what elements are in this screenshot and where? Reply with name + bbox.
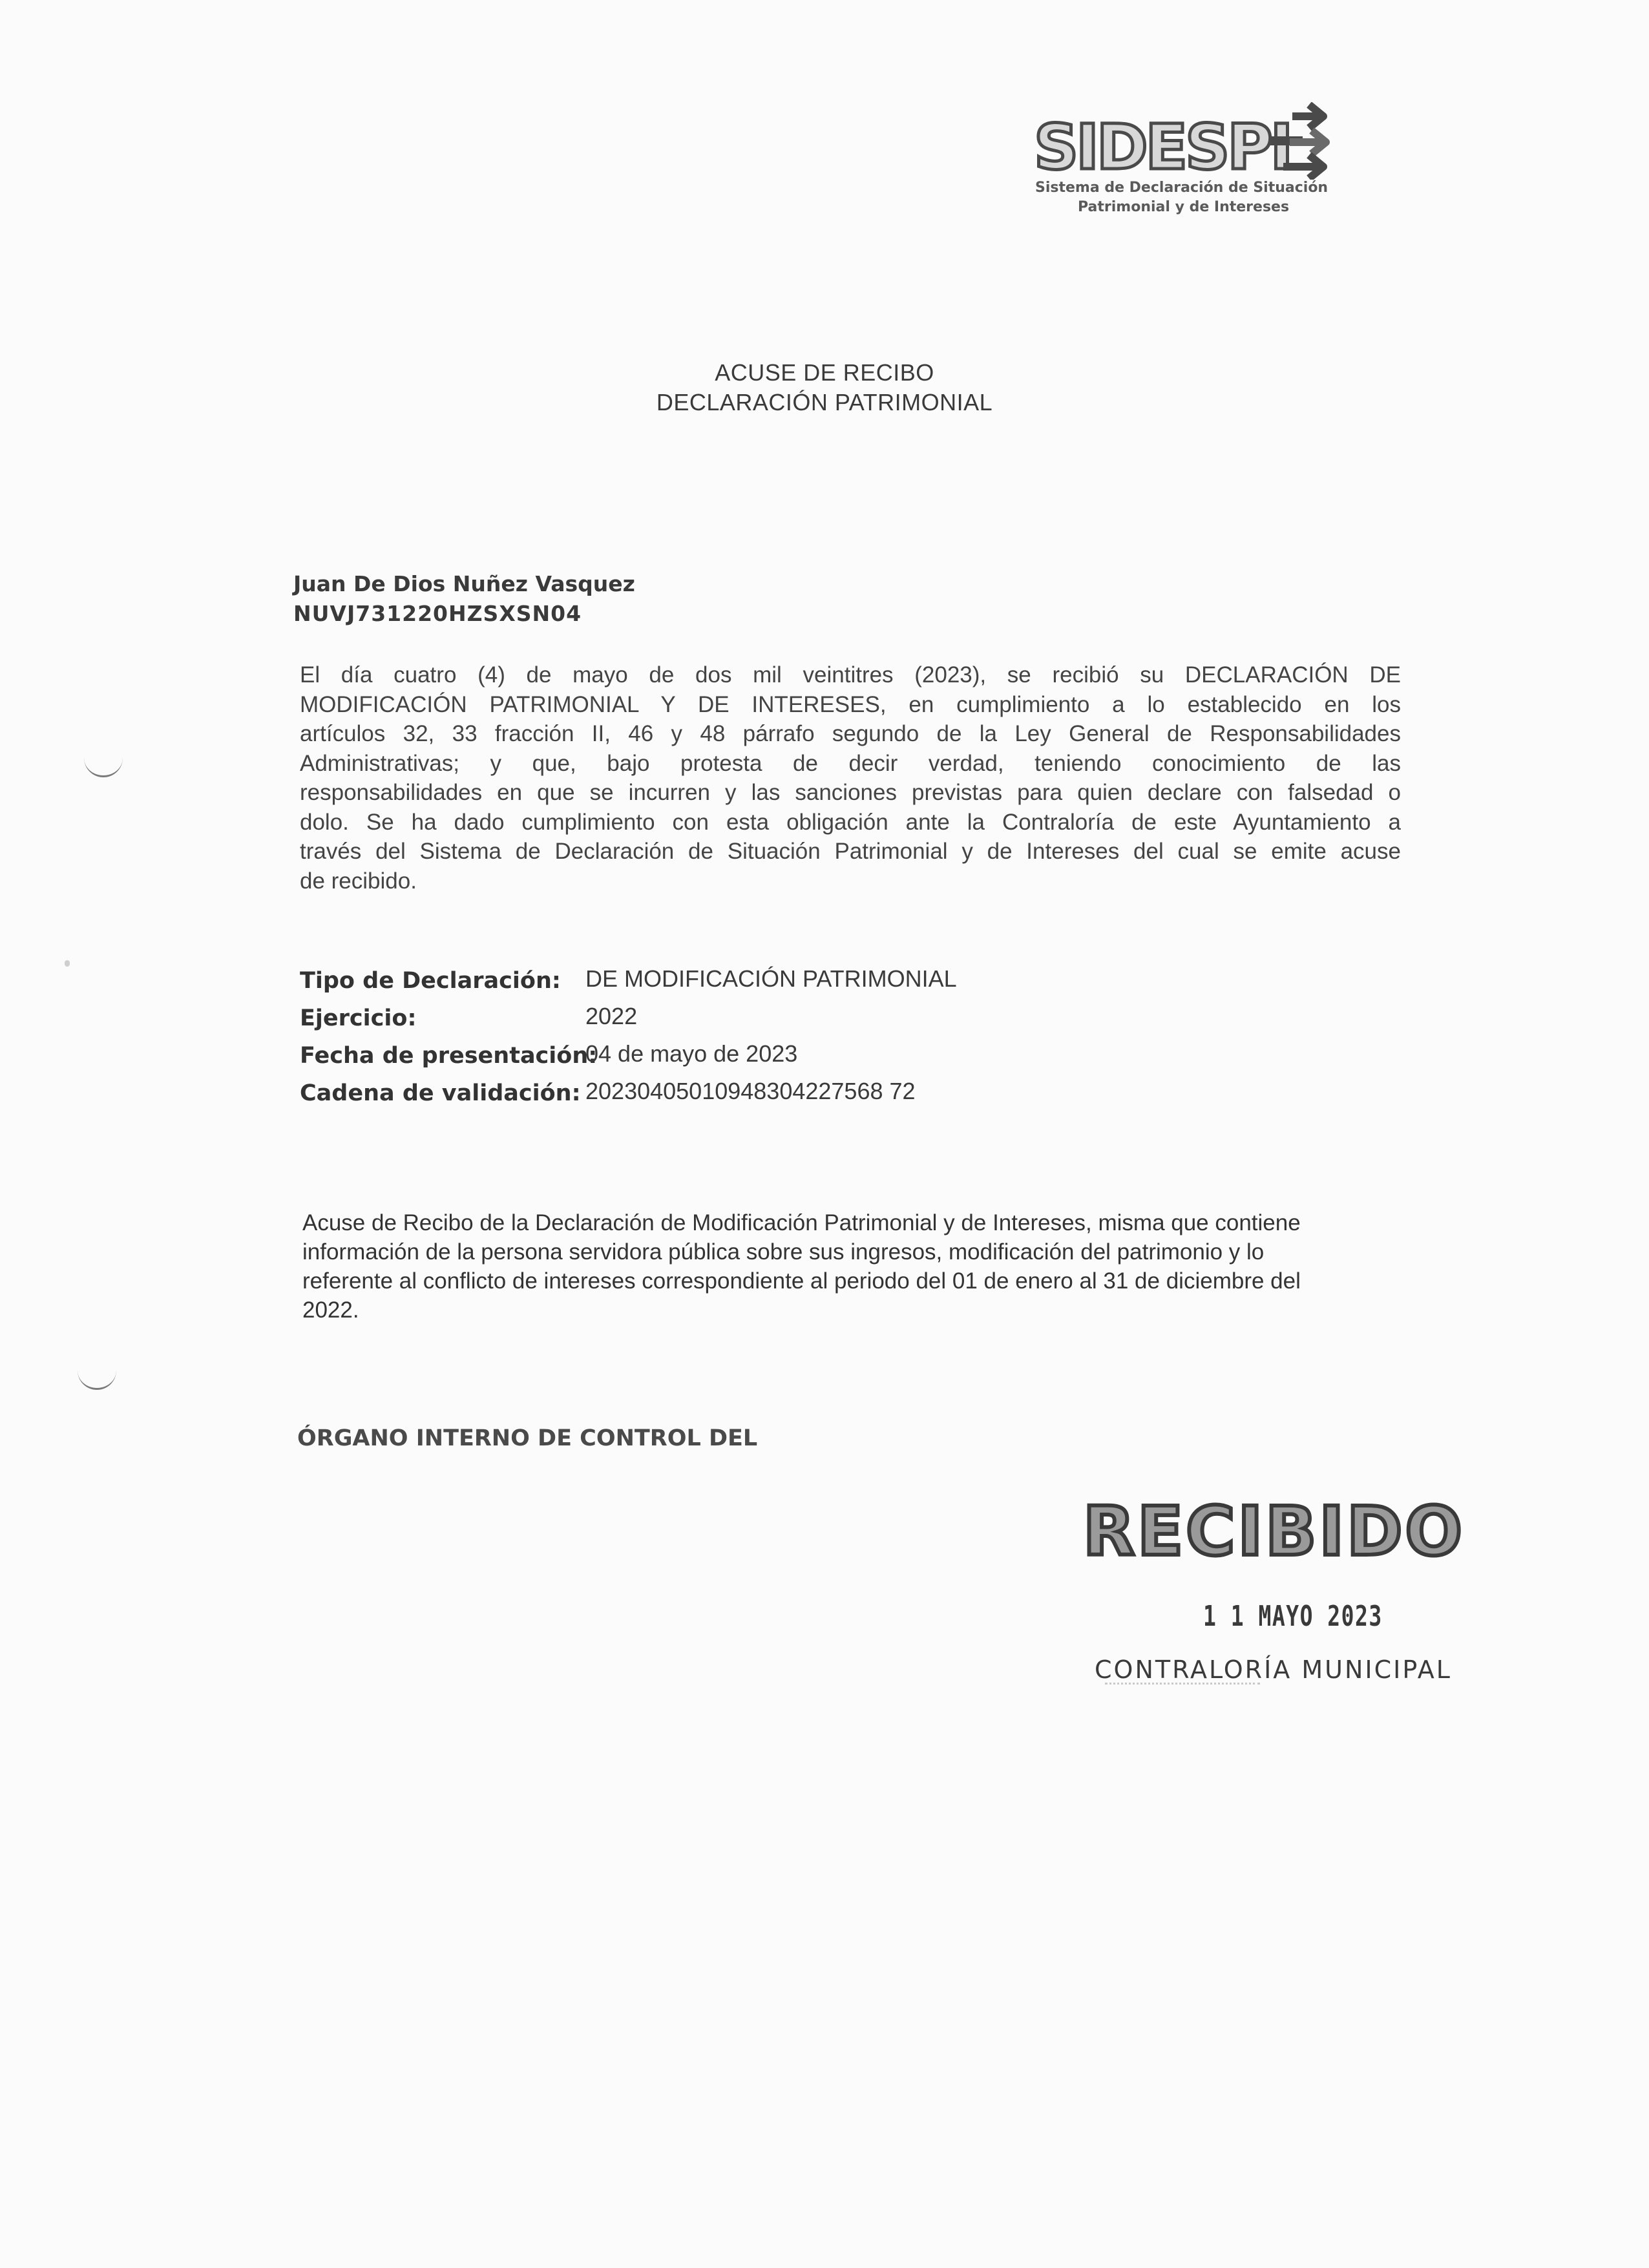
detail-value: 20230405010948304227568 72 xyxy=(585,1078,916,1104)
paragraph-line: Administrativas; y que, bajo protesta de decir verdad, teniendo conocimiento de las xyxy=(300,750,1401,776)
paragraph-line: artículos 32, 33 fracción II, 46 y 48 párrafo segundo de la Ley General de Responsabilidades xyxy=(300,721,1401,746)
reception-paragraph xyxy=(300,660,1401,896)
issuing-organ: ÓRGANO INTERNO DE CONTROL DEL xyxy=(297,1425,758,1451)
paragraph-line: dolo. Se ha dado cumplimiento con esta obligación ante la Contraloría de este Ayuntamiento a xyxy=(300,809,1401,835)
sidespi-logo xyxy=(1034,97,1344,226)
declarant-id: NUVJ731220HZSXSN04 xyxy=(293,601,582,626)
summary-paragraph xyxy=(302,1208,1401,1325)
paragraph-line: responsabilidades en que se incurren y las sanciones previstas para quien declare con falsedad o xyxy=(300,780,1401,805)
detail-label: Cadena de validación: xyxy=(300,1080,581,1106)
detail-label: Fecha de presentación: xyxy=(300,1043,598,1069)
binder-hole-mark xyxy=(84,756,123,777)
paragraph-line: información de la persona servidora pública sobre sus ingresos, modificación del patrimonio y lo xyxy=(302,1239,1265,1265)
logo-subtitle-line2: Patrimonial y de Intereses xyxy=(1078,199,1290,215)
scan-speck xyxy=(65,960,70,967)
paragraph-line: Acuse de Recibo de la Declaración de Modificación Patrimonial y de Intereses, misma que contiene xyxy=(302,1210,1301,1235)
stamp-faint-mark xyxy=(1105,1683,1260,1688)
detail-value: 04 de mayo de 2023 xyxy=(585,1040,798,1067)
received-stamp-office: CONTRALORÍA MUNICIPAL xyxy=(1095,1655,1452,1684)
detail-value: 2022 xyxy=(585,1003,638,1029)
detail-value: DE MODIFICACIÓN PATRIMONIAL xyxy=(585,965,957,992)
logo-wordmark: SIDESPI xyxy=(1034,111,1291,184)
detail-label: Ejercicio: xyxy=(300,1005,417,1031)
detail-label: Tipo de Declaración: xyxy=(300,968,561,994)
received-stamp-word: RECIBIDO xyxy=(1083,1492,1465,1571)
logo-subtitle-line1: Sistema de Declaración de Situación xyxy=(1035,180,1329,196)
paragraph-line: 2022. xyxy=(302,1297,359,1323)
paragraph-line: través del Sistema de Declaración de Situación Patrimonial y de Intereses del cual se emite acuse xyxy=(300,839,1401,864)
received-stamp-date: 1 1 MAYO 2023 xyxy=(1203,1600,1383,1633)
declarant-name: Juan De Dios Nuñez Vasquez xyxy=(293,571,635,596)
paragraph-line: de recibido. xyxy=(300,868,417,894)
logo-arrow-icon xyxy=(1264,102,1341,180)
binder-hole-mark xyxy=(78,1369,116,1390)
document-title: ACUSE DE RECIBO xyxy=(715,359,934,386)
paragraph-line: MODIFICACIÓN PATRIMONIAL Y DE INTERESES, en cumplimiento a lo establecido en los xyxy=(300,691,1401,717)
paragraph-line: referente al conflicto de intereses correspondiente al periodo del 01 de enero al 31 de diciembre del xyxy=(302,1268,1301,1294)
paragraph-line: El día cuatro (4) de mayo de dos mil veintitres (2023), se recibió su DECLARACIÓN DE xyxy=(300,662,1401,688)
document-subtitle: DECLARACIÓN PATRIMONIAL xyxy=(656,389,993,415)
